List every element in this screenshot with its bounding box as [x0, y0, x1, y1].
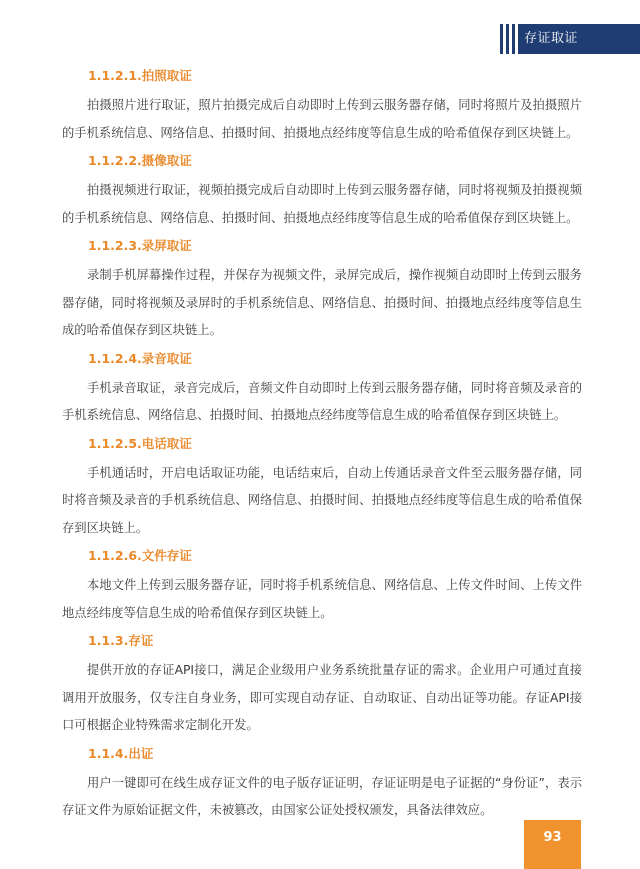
- section-file: [62, 546, 582, 627]
- page-body: [62, 66, 582, 829]
- section-heading: 1.1.2.3.录屏取证: [88, 238, 192, 253]
- section-heading: 1.1.2.4.录音取证: [88, 350, 192, 366]
- page-number: 93: [524, 820, 581, 869]
- section-heading: 1.1.2.1.拍照取证: [88, 68, 192, 83]
- section-paragraph: 拍摄视频进行取证，视频拍摄完成后自动即时上传到云服务器存储，同时将视频及拍摄视频的手机系统信息、网络信息、拍摄时间、拍摄地点经纬度等信息生成的哈希值保存到区块链上。: [62, 183, 582, 225]
- section-paragraph: 手机通话时，开启电话取证功能，电话结束后，自动上传通话录音文件至云服务器存储，同时将音频及录音的手机系统信息、网络信息、拍摄时间、拍摄地点经纬度等信息生成的哈希值保存到区块链上。: [62, 465, 582, 535]
- section-paragraph: 本地文件上传到云服务器存证，同时将手机系统信息、网络信息、上传文件时间、上传文件地点经纬度等信息生成的哈希值保存到区块链上。: [62, 578, 582, 620]
- section-certificate: [62, 744, 582, 825]
- header-stripe: [500, 24, 503, 54]
- header-stripe: [512, 24, 515, 54]
- section-header-tab: [500, 24, 640, 54]
- section-label: 存证取证: [518, 24, 640, 54]
- section-phone: [62, 434, 582, 543]
- section-heading: 1.1.4.出证: [88, 745, 154, 761]
- section-paragraph: 手机录音取证，录音完成后，音频文件自动即时上传到云服务器存储，同时将音频及录音的手机系统信息、网络信息、拍摄时间、拍摄地点经纬度等信息生成的哈希值保存到区块链上。: [62, 380, 582, 422]
- section-paragraph: 用户一键即可在线生成存证文件的电子版存证证明，存证证明是电子证据的“身份证”，表示存证文件为原始证据文件，未被篡改，由国家公证处授权颁发，具备法律效应。: [62, 775, 582, 817]
- section-screen-record: [62, 236, 582, 345]
- section-paragraph: 提供开放的存证API接口，满足企业级用户业务系统批量存证的需求。企业用户可通过直接调用开放服务，仅专注自身业务，即可实现自动存证、自动取证、自动出证等功能。存证API接口可根据企业特殊需求定制化开发。: [62, 663, 582, 732]
- section-paragraph: 录制手机屏幕操作过程，并保存为视频文件，录屏完成后，操作视频自动即时上传到云服务器存储，同时将视频及录屏时的手机系统信息、网络信息、拍摄时间、拍摄地点经纬度等信息生成的哈希值保存到区块链上。: [62, 268, 582, 337]
- section-heading: 1.1.2.5.电话取证: [88, 435, 192, 451]
- section-paragraph: 拍摄照片进行取证，照片拍摄完成后自动即时上传到云服务器存储，同时将照片及拍摄照片的手机系统信息、网络信息、拍摄时间、拍摄地点经纬度等信息生成的哈希值保存到区块链上。: [62, 98, 582, 140]
- section-audio: [62, 349, 582, 430]
- section-storage: [62, 631, 582, 740]
- section-video: [62, 151, 582, 232]
- section-photo: [62, 66, 582, 147]
- section-heading: 1.1.2.6.文件存证: [88, 548, 192, 563]
- header-stripe: [506, 24, 509, 54]
- section-heading: 1.1.2.2.摄像取证: [88, 153, 192, 168]
- section-heading: 1.1.3.存证: [88, 633, 154, 648]
